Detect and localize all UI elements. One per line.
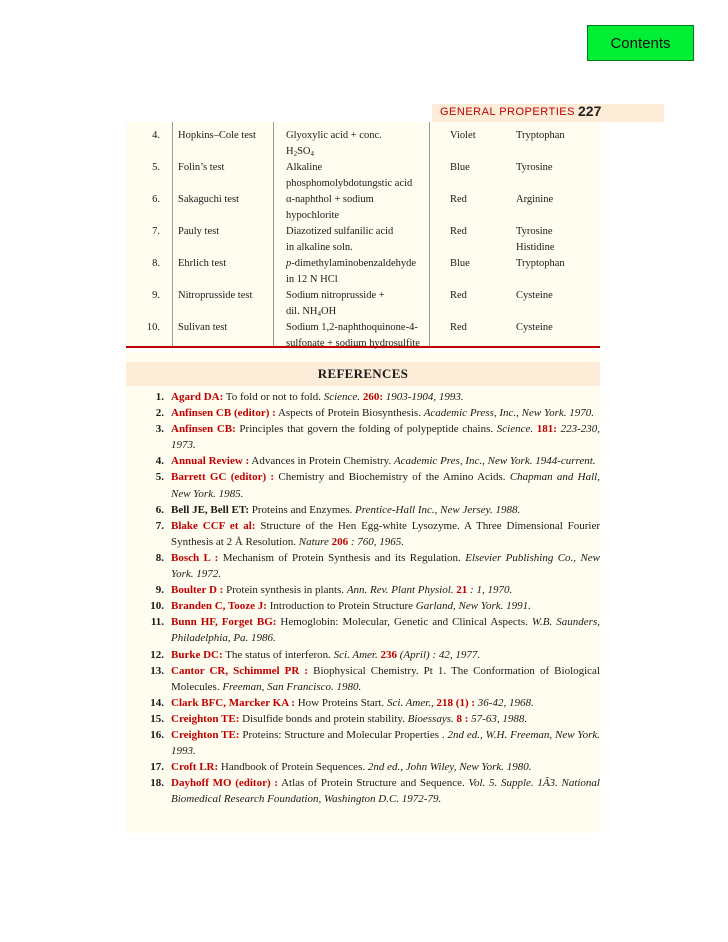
column-divider: [172, 122, 173, 346]
reference-volume: 21: [456, 584, 468, 597]
reference-title: Mechanism of Protein Synthesis and its Regulation.: [218, 551, 466, 564]
reference-item: [126, 727, 600, 759]
reagent-line: α-naphthol + sodium: [286, 194, 374, 205]
reference-title: Proteins: Structure and Molecular Properties .: [239, 728, 448, 741]
reference-number: 1.: [155, 391, 164, 403]
reference-title: Principles that govern the folding of polypeptide chains.: [235, 423, 497, 436]
reagent: [286, 256, 436, 288]
reference-title: Aspects of Protein Biosynthesis.: [275, 407, 424, 420]
row-number: 5.: [152, 162, 160, 173]
amino-acid: [516, 288, 596, 304]
reference-author: Bunn HF, Forget BG:: [171, 616, 277, 629]
reference-volume: 218 (1) :: [436, 696, 476, 709]
reference-pages: 1903-1904, 1993.: [382, 391, 464, 403]
reference-pages: : 760, 1965.: [348, 535, 405, 548]
amino-acid-line: Tyrosine: [516, 226, 553, 237]
reference-author: Agard DA:: [171, 391, 224, 403]
reference-author: Annual Review :: [171, 455, 250, 468]
reference-source: Nature: [298, 535, 332, 548]
reference-author: Burke DC:: [171, 648, 223, 661]
reference-number: 5.: [155, 471, 164, 484]
color-result: Red: [450, 194, 467, 205]
reference-volume: 260:: [362, 391, 383, 403]
reference-number: 8.: [155, 551, 164, 564]
reagent-line: in 12 N HCl: [286, 274, 338, 285]
reference-title: Advances in Protein Chemistry.: [249, 455, 394, 468]
reference-item: [126, 389, 600, 405]
row-number: 9.: [152, 290, 160, 301]
test-name: Pauly test: [178, 226, 220, 237]
reference-author: Dayhoff MO (editor) :: [171, 777, 278, 790]
reference-number: 11.: [150, 616, 164, 629]
reference-source: 2nd ed., W.H. Freeman, New York. 1993.: [171, 728, 600, 758]
reference-source: Vol. 5. Supple. 1Ã3. National Biomedical Research Foundation, Washington D.C. 1972-79.: [171, 777, 600, 806]
reference-source: Science.: [496, 423, 537, 436]
reference-item: [126, 647, 600, 663]
reference-source: Elsevier Publishing Co., New York. 1972.: [171, 551, 601, 581]
amino-acid-line: Cysteine: [516, 322, 553, 333]
reagent: [286, 192, 436, 224]
reference-pages: (April) : 42, 1977.: [397, 648, 481, 661]
reference-item: [126, 775, 600, 807]
reference-source: Chapman and Hall, New York. 1985.: [171, 471, 600, 500]
reference-number: 6.: [155, 503, 164, 516]
reference-author: Bosch L :: [171, 551, 219, 564]
reference-number: 2.: [155, 407, 164, 420]
reagent-line: in alkaline soln.: [286, 242, 353, 253]
reagent: [286, 128, 436, 162]
amino-acid-line: Tryptophan: [516, 258, 565, 269]
test-name: Nitroprusside test: [178, 290, 253, 301]
reference-author: Anfinsen CB (editor) :: [171, 407, 276, 420]
reference-source: Sci. Amer.,: [386, 696, 437, 709]
reference-number: 3.: [155, 423, 164, 436]
reference-source: Bioessays.: [407, 712, 457, 725]
test-name: Hopkins–Cole test: [178, 130, 256, 141]
row-number: 7.: [152, 226, 160, 237]
reference-number: 18.: [150, 777, 164, 790]
reagent-line: dil. $NH_4OH$: [286, 306, 337, 318]
reference-author: Branden C, Tooze J:: [171, 600, 267, 613]
reference-number: 17.: [150, 761, 164, 774]
test-name: Folin’s test: [178, 162, 225, 173]
reference-item: [126, 453, 600, 469]
amino-acid: [516, 320, 596, 336]
reference-title: Proteins and Enzymes.: [249, 503, 356, 516]
amino-acid-line: Tryptophan: [516, 130, 565, 141]
reagent-line: sulfonate + sodium hydrosulfite: [286, 338, 420, 349]
reference-number: 14.: [150, 696, 164, 709]
reference-number: 12.: [150, 648, 164, 661]
reagent: [286, 288, 436, 322]
reference-title: Introduction to Protein Structure: [266, 600, 416, 613]
reagent: [286, 224, 436, 256]
row-number: 4.: [152, 130, 160, 141]
reference-source: Science.: [323, 391, 363, 403]
reagent-line: Glyoxylic acid + conc.: [286, 130, 382, 141]
test-name: Sulivan test: [178, 322, 228, 333]
color-result: Red: [450, 322, 467, 333]
row-number: 6.: [152, 194, 160, 205]
reference-number: 9.: [155, 584, 164, 597]
test-name: Sakaguchi test: [178, 194, 239, 205]
reference-number: 7.: [155, 519, 164, 532]
reference-source: Academic Press, Inc., New York. 1970.: [423, 407, 594, 420]
reference-source: Garland, New York. 1991.: [415, 600, 531, 613]
contents-button[interactable]: Contents: [587, 25, 694, 61]
amino-acid-line: Tyrosine: [516, 162, 553, 173]
reference-source: Academic Pres, Inc., New York. 1944-current.: [393, 455, 596, 468]
reference-item: [126, 405, 600, 421]
references-title: REFERENCES: [317, 366, 409, 381]
row-number: 8.: [152, 258, 160, 269]
amino-acid: [516, 192, 596, 208]
reference-author: Croft LR:: [171, 761, 219, 774]
reagent-line: p-dimethylaminobenzaldehyde: [286, 258, 417, 269]
reference-author: Boulter D :: [171, 584, 224, 597]
reference-pages: 36-42, 1968.: [475, 696, 534, 709]
amino-acid-line: Cysteine: [516, 290, 553, 301]
reference-volume: 236: [380, 648, 397, 661]
reference-item: [126, 502, 600, 518]
reference-number: 10.: [150, 600, 164, 613]
test-name: Ehrlich test: [178, 258, 227, 269]
reference-author: Blake CCF et al:: [171, 519, 256, 532]
reference-title: The status of interferon.: [222, 648, 334, 661]
reagent-line: Alkaline: [286, 162, 323, 173]
reference-author: Bell JE, Bell ET:: [171, 503, 250, 516]
reference-title: Handbook of Protein Sequences.: [218, 761, 368, 774]
color-tests-table: [126, 122, 600, 348]
reference-author: Barrett GC (editor) :: [171, 471, 275, 484]
color-result: Violet: [450, 130, 476, 141]
reference-source: Freeman, San Francisco. 1980.: [222, 680, 362, 693]
color-result: Blue: [450, 162, 470, 173]
color-result: Red: [450, 226, 467, 237]
reference-title: To fold or not to fold.: [223, 391, 324, 403]
reference-item: [126, 469, 600, 501]
reference-volume: 8 :: [456, 712, 469, 725]
reference-title: Atlas of Protein Structure and Sequence.: [278, 777, 469, 790]
color-result: Red: [450, 290, 467, 301]
reference-pages: 57-63, 1988.: [468, 712, 528, 725]
reference-number: 15.: [150, 712, 164, 725]
reagent: [286, 160, 436, 192]
reference-title: Biophysical Chemistry. Pt 1. The Conformation of Biological Molecules.: [171, 664, 600, 693]
reference-author: Creighton TE:: [171, 728, 240, 741]
reference-item: [126, 421, 600, 453]
amino-acid-line: Histidine: [516, 242, 555, 253]
reagent-line: Sodium nitroprusside +: [286, 290, 385, 301]
reference-item: [126, 550, 600, 582]
reference-volume: 181:: [536, 423, 557, 436]
amino-acid: [516, 128, 596, 144]
reagent-line: hypochlorite: [286, 210, 340, 221]
reference-number: 13.: [150, 664, 164, 677]
reference-item: [126, 614, 600, 646]
reagent-line: $H_2SO_4$: [286, 146, 315, 158]
amino-acid: [516, 256, 596, 272]
reference-title: Protein synthesis in plants.: [223, 584, 347, 597]
reference-author: Creighton TE:: [171, 712, 240, 725]
reference-source: Prentice-Hall Inc., New Jersey. 1988.: [355, 503, 521, 516]
color-result: Blue: [450, 258, 470, 269]
reference-volume: 206: [331, 535, 349, 548]
amino-acid-line: Arginine: [516, 194, 554, 205]
reference-title: Structure of the Hen Egg-white Lysozyme. A Three Dimensional Fourier Synthesis at 2 Å Resolution.: [171, 519, 601, 548]
reference-item: [126, 598, 600, 614]
reference-pages: 223-230, 1973.: [171, 423, 600, 452]
references-list: [126, 389, 600, 807]
page-number: 227: [578, 103, 602, 119]
reagent: [286, 320, 436, 352]
reference-number: 4.: [155, 455, 164, 468]
reagent-line: phosphomolybdotungstic acid: [286, 178, 413, 189]
reference-item: [126, 759, 600, 775]
reference-item: [126, 582, 600, 598]
reference-author: Anfinsen CB:: [171, 423, 236, 436]
reference-number: 16.: [150, 728, 164, 741]
reference-title: Disulfide bonds and protein stability.: [239, 712, 408, 725]
reference-item: [126, 518, 600, 550]
reference-item: [126, 663, 600, 695]
reference-item: [126, 711, 600, 727]
reagent-line: Diazotized sulfanilic acid: [286, 226, 394, 237]
reference-source: W.B. Saunders, Philadelphia, Pa. 1986.: [171, 616, 600, 645]
reference-source: Sci. Amer.: [333, 648, 381, 661]
reference-author: Clark BFC, Marcker KA :: [171, 696, 295, 709]
reference-title: Hemoglobin: Molecular, Genetic and Clinical Aspects.: [276, 616, 532, 629]
reference-item: [126, 695, 600, 711]
reagent-line: Sodium 1,2-naphthoquinone-4-: [286, 322, 418, 333]
references-section: [126, 352, 600, 833]
row-number: 10.: [146, 322, 160, 333]
reference-title: How Proteins Start.: [294, 696, 387, 709]
reference-source: 2nd ed., John Wiley, New York. 1980.: [367, 761, 532, 774]
running-header-section: GENERAL PROPERTIES: [440, 106, 575, 118]
reference-author: Cantor CR, Schimmel PR :: [171, 664, 309, 677]
reference-title: Chemistry and Biochemistry of the Amino Acids.: [274, 471, 510, 484]
reference-pages: : 1, 1970.: [467, 584, 513, 597]
reference-source: Ann. Rev. Plant Physiol.: [346, 584, 457, 597]
amino-acid: [516, 160, 596, 176]
amino-acid: [516, 224, 596, 256]
